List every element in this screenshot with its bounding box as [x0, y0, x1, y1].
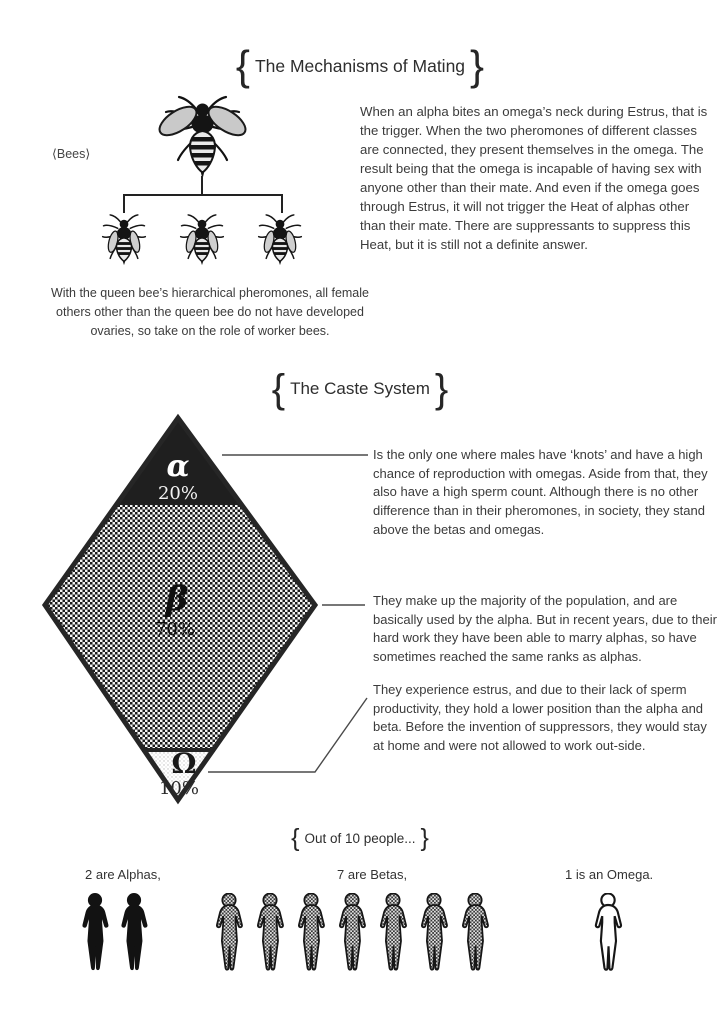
betas-count-label: 7 are Betas,	[337, 867, 408, 882]
beta-paragraph: They make up the majority of the population, and are basically used by the alpha. But in recent years, due to their hard work they have been able to marry alphas, so have sometimes reached the same ranks as alphas.	[373, 593, 717, 665]
queen-bee-icon	[155, 94, 250, 179]
tree-line-vertical-left	[123, 194, 125, 213]
mating-paragraph: When an alpha bites an omega’s neck during Estrus, that is the trigger. When the two pheromones of different classes are connected, they present themselves in the omega. The result being that the omega is incapable of having sex with anyone other than their mate. And even if the omega goes through Estrus, it will not trigger the Heat of alphas other than their mate. There are suppressants to suppress this Heat, but it is still not a definite answer.	[360, 104, 708, 252]
alphas-figure-row	[79, 893, 150, 973]
mating-title-text: The Mechanisms of Mating	[254, 55, 466, 76]
mating-title	[0, 42, 720, 90]
beta-symbol: β	[165, 579, 189, 619]
person-icon-betas	[459, 893, 491, 973]
tree-line-vertical-center	[201, 176, 203, 196]
worker-bee-icon	[179, 212, 225, 268]
person-icon-omegas	[592, 893, 624, 973]
betas-figure-row	[213, 893, 491, 973]
population-title	[0, 820, 720, 856]
person-icon-alphas	[118, 893, 150, 973]
omega-percent: 10%	[158, 778, 200, 799]
omegas-figure-row	[592, 893, 624, 973]
right-brace: }	[470, 42, 485, 90]
bees-label: ⟨Bees⟩	[52, 147, 91, 161]
person-icon-alphas	[79, 893, 111, 973]
left-brace: {	[271, 367, 286, 411]
alpha-paragraph: Is the only one where males have ‘knots’ and have a high chance of reproduction with omegas. Aside from that, they also have a high sperm count. Although there is no other difference than in their pheromones, in society, they stand above the betas and omegas.	[373, 447, 708, 537]
bee-caption: With the queen bee’s hierarchical pheromones, all female others other than the queen bee do not have developed ovaries, so take on the role of worker bees.	[50, 286, 369, 338]
person-icon-betas	[336, 893, 368, 973]
left-brace: {	[235, 42, 250, 90]
tree-line-vertical-right	[281, 194, 283, 213]
worker-bee-icon	[257, 212, 303, 268]
tree-line-horizontal	[123, 194, 283, 196]
beta-percent: 70%	[154, 619, 196, 640]
person-icon-betas	[254, 893, 286, 973]
population-title-text: Out of 10 people...	[304, 830, 416, 846]
caste-title	[0, 366, 720, 412]
right-brace: }	[434, 367, 449, 411]
alpha-percent: 20%	[157, 483, 199, 504]
omega-paragraph: They experience estrus, and due to their lack of sperm productivity, they hold a lower position than the alpha and beta. Before the invention of suppressors, they would stay at home and were not allowed to work out-side.	[373, 682, 707, 754]
caste-title-text: The Caste System	[290, 379, 430, 398]
omega-symbol: Ω	[171, 747, 197, 780]
person-icon-betas	[295, 893, 327, 973]
person-icon-betas	[418, 893, 450, 973]
omega-connector-line	[208, 698, 367, 772]
connector-lines	[200, 440, 380, 790]
person-icon-betas	[213, 893, 245, 973]
omegas-count-label: 1 is an Omega.	[565, 867, 654, 882]
alphas-count-label: 2 are Alphas,	[85, 867, 161, 882]
alpha-symbol: α	[166, 449, 190, 484]
left-brace: {	[291, 823, 300, 852]
person-icon-betas	[377, 893, 409, 973]
worker-bee-icon	[101, 212, 147, 268]
right-brace: }	[420, 823, 429, 852]
